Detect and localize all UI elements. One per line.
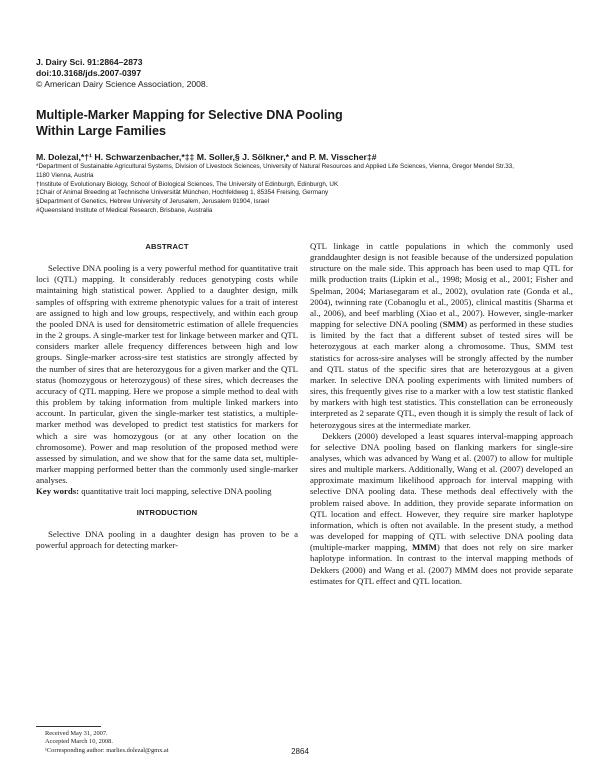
- right-column: [310, 241, 573, 587]
- affiliation: 1180 Vienna, Austria: [36, 171, 94, 179]
- introduction-text: Selective DNA pooling in a daughter design has proven to be a powerful approach for detecting marker-: [36, 528, 298, 550]
- keywords-text: quantitative trait loci mapping, selective DNA pooling: [81, 486, 272, 497]
- journal-citation: J. Dairy Sci. 91:2864–2873: [36, 57, 143, 67]
- intro-p2-part-b: ) that does not rely on sire marker haplotype information. In contrast to the interval mapping methods of Dekkers (2000) and Wang et al. (2007) MMM does not provide separate estimates for QTL effect and QTL location.: [310, 542, 573, 586]
- title-line: Within Large Families: [36, 123, 167, 138]
- page-number: 2864: [291, 747, 309, 756]
- footnote-rule: [36, 726, 101, 727]
- affiliation: *Department of Sustainable Agricultural Systems, Division of Livestock Sciences, University of Natural Resources and Applied Life Sciences, Vienna, Gregor Mendel Str.33,: [36, 163, 514, 170]
- intro-paragraph-2: [310, 431, 573, 587]
- intro-p2-part-a: Dekkers (2000) developed a least squares interval-mapping approach for selective DNA pooling based on flanking markers for single-sire analyses, which was advanced by Wang et al. (2007) to allow for multiple sires and multiple markers. Additionally, Wang et al. (2007) developed an approximate maximum likelihood approach for interval mapping with selective DNA pooling data. These methods deal effectively with the problem raised above. In addition, they provide separate information on QTL location and effect. However, they require sire marker haplotype information, which is often not available. In the present study, a method was developed for mapping of QTL with selective DNA pooling data (multiple-marker mapping,: [310, 430, 573, 553]
- accepted-date: Accepted March 10, 2008.: [45, 738, 113, 746]
- corresponding-author: ¹Corresponding author: marlies.dolezal@gmx.at: [45, 746, 169, 754]
- journal-header: [36, 57, 208, 90]
- journal-copyright: © American Dairy Science Association, 2008.: [36, 79, 209, 89]
- affiliation: †Institute of Evolutionary Biology, School of Biological Sciences, The University of Edinburgh, Edinburgh, UK: [36, 180, 339, 188]
- journal-doi: doi:10.3168/jds.2007-0397: [36, 68, 142, 78]
- keywords: [36, 486, 298, 497]
- abstract-heading: ABSTRACT: [145, 242, 189, 251]
- affiliation: §Department of Genetics, Hebrew University of Jerusalem, Jerusalem 91904, Israel: [36, 198, 270, 206]
- article-title: [36, 108, 556, 139]
- affiliation: ‡Chair of Animal Breeding at Technische Universität München, Hochfeldweg 1, 85354 Freising, Germany: [36, 189, 329, 197]
- affiliation: #Queensland Institute of Medical Research, Brisbane, Australia: [36, 206, 213, 214]
- intro-p1-part-a: QTL linkage in cattle populations in which the commonly used granddaughter design is not feasible because of the undersized population structure on the male side. This approach has been used to map QTL for milk production traits (Lipkin et al., 1998; Mosig et al., 2001; Fisher and Spelman, 2004; Mariasegaram et al., 2002), ovulation rate (Gonda et al., 2004), twinning rate (Cobanoglu et al., 2005), clinical mastitis (Sharma et al., 2006), and beef marbling (Xiao et al., 2007). However, single-marker mapping for selective DNA pooling (: [310, 241, 573, 330]
- keywords-label: Key words:: [36, 486, 80, 497]
- smm-abbreviation: SMM: [442, 319, 465, 330]
- mmm-abbreviation: MMM: [412, 542, 437, 553]
- left-column: [36, 241, 298, 551]
- author-list: M. Dolezal,*†¹ H. Schwarzenbacher,*‡‡ M. Soller,§ J. Sölkner,* and P. M. Visscher‡#: [36, 152, 377, 162]
- intro-p1-part-b: ) as performed in these studies is limited by the fact that a different subset of tested sires will be heterozygous at each marker along a chromosome. Thus, SMM test statistics for across-sire analyses will be strongly affected by the number and QTL status of the specific sires that are heterozygous at a given marker. In selective DNA pooling experiments with limited numbers of sires, this frequently gives rise to a marker with a low test statistic flanked by markers with high test statistics. This constellation can be erroneously interpreted as 2 separate QTL, even though it is simply the result of lack of heterozygous sires at the intermediate marker.: [310, 319, 573, 430]
- abstract-text: Selective DNA pooling is a very powerful method for quantitative trait loci (QTL) mapping. It considerably reduces genotyping costs while maintaining high statistical power. Applied to a daughter design, milk samples of offspring with extreme phenotypic values for a trait of interest are assigned to high and low groups, respectively, and within each group the pooled DNA is used for densitometric estimation of allele frequencies in the 2 groups. A single-marker test for linkage between marker and QTL considers marker allele frequency differences between high and low groups. Single-marker across-sire test statistics are strongly affected by the number of sires that are heterozygous for a given marker and the QTL status (homozygous or heterozygous) of these sires, which decreases the accuracy of QTL mapping. Here we propose a simple method to deal with this problem by taking information from multiple linked markers into account. In particular, given the single-marker test statistics, a multiple-marker method was developed to predict test statistics for markers for which a sire was homozygous (or at any other location on the chromosome). Power and map resolution of the proposed method were assessed by simulation, and we show that for the same data set, multiple-marker mapping performed better than the commonly used single-marker analyses.: [36, 263, 298, 486]
- affiliations: [36, 163, 576, 216]
- introduction-heading: INTRODUCTION: [136, 508, 198, 518]
- received-date: Received May 31, 2007.: [45, 730, 108, 737]
- title-line: Multiple-Marker Mapping for Selective DNA Pooling: [36, 108, 343, 122]
- intro-paragraph-1: [310, 241, 573, 431]
